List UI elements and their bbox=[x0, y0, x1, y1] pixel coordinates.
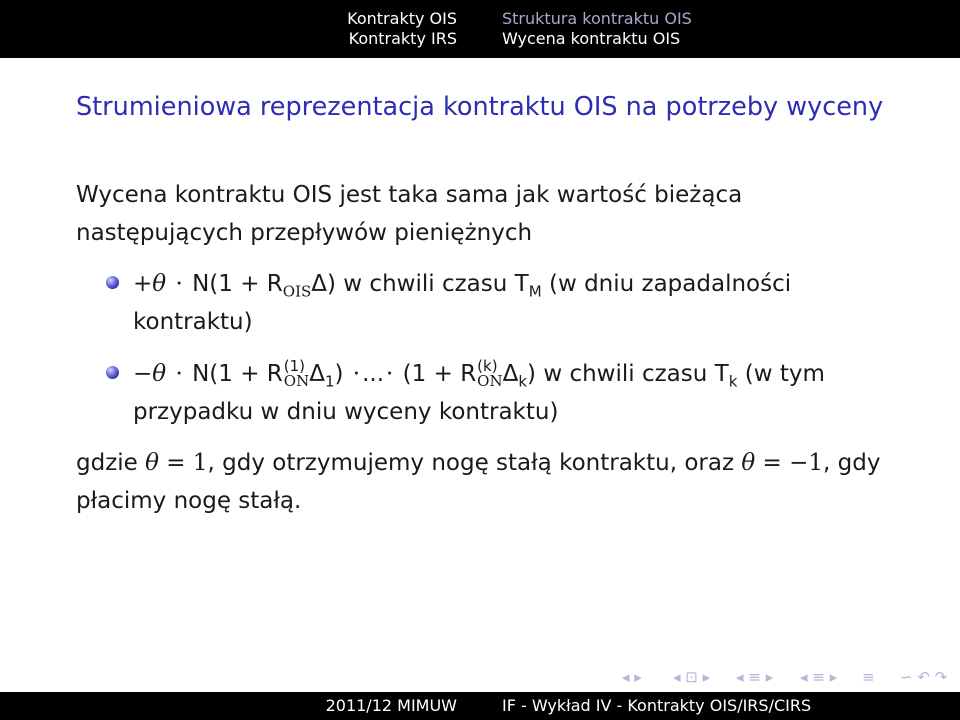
math-open-paren: (1 + bbox=[209, 361, 260, 387]
math-delta: Δ bbox=[502, 361, 519, 387]
math-close-paren: ) bbox=[527, 361, 537, 387]
where-paragraph bbox=[76, 444, 906, 520]
section-link-kontrakty-ois[interactable]: Kontrakty OIS bbox=[347, 9, 457, 28]
math-close-paren: ) bbox=[327, 271, 336, 297]
slide-title: Strumieniowa reprezentacja kontraktu OIS na potrzeby wyceny bbox=[76, 92, 884, 122]
math-sub-ois: OIS bbox=[282, 282, 312, 301]
math-cdot: · bbox=[352, 361, 361, 387]
math-cdot: · bbox=[386, 361, 394, 387]
bullet2-text: w chwili czasu bbox=[536, 361, 715, 387]
math-notional: N bbox=[192, 361, 210, 387]
math-sub-on: ON bbox=[477, 372, 503, 390]
math-time-sub-m: M bbox=[528, 282, 542, 301]
intro-paragraph: Wycena kontraktu OIS jest taka sama jak wartość bieżąca następujących przepływów pieniężnych bbox=[76, 182, 743, 246]
where-text-3: , gdy płacimy nogę stałą. bbox=[76, 450, 881, 514]
header-navigation-bar bbox=[0, 0, 960, 58]
nav-section-arrows-icon[interactable]: ◂ ≡ ▸ bbox=[736, 668, 774, 686]
bullet-item-fixed-leg bbox=[133, 265, 903, 341]
nav-frame-arrows-icon[interactable]: ◂ ▸ bbox=[622, 668, 642, 686]
footer-lecture-title: IF - Wykład IV - Kontrakty OIS/IRS/CIRS bbox=[502, 696, 812, 715]
math-time-t: T bbox=[714, 361, 729, 387]
math-script-1 bbox=[284, 359, 309, 389]
math-open-paren: (1 + bbox=[402, 361, 453, 387]
section-link-kontrakty-irs[interactable]: Kontrakty IRS bbox=[348, 29, 457, 48]
bullet-ball-icon bbox=[106, 276, 119, 289]
nav-search-back-forward-icon[interactable]: ∽ ↶ ↷ bbox=[900, 668, 948, 686]
math-minus-theta: −θ bbox=[133, 361, 167, 387]
math-eq-minus-one: = −1 bbox=[755, 450, 824, 476]
math-delta-sub-1: 1 bbox=[324, 372, 335, 391]
math-theta: θ bbox=[145, 450, 159, 476]
math-rate: R bbox=[266, 271, 283, 297]
footer-institution: 2011/12 MIMUW bbox=[325, 696, 457, 715]
where-text-1: gdzie bbox=[76, 450, 146, 476]
math-plus-theta: +θ bbox=[133, 271, 167, 297]
nav-document-arrows-icon[interactable]: ◂ ≡ ▸ bbox=[800, 668, 838, 686]
math-delta-sub-k: k bbox=[518, 372, 528, 391]
bullet2-rest: (w tym przypadku w dniu wyceny kontraktu) bbox=[133, 361, 825, 425]
math-rate: R bbox=[460, 361, 477, 387]
nav-outline-icon[interactable]: ≡ bbox=[862, 668, 875, 686]
math-script-k bbox=[477, 359, 502, 389]
section-nav-left bbox=[347, 9, 457, 49]
bullet1-text: w chwili czasu bbox=[336, 271, 515, 297]
math-open-paren: (1 + bbox=[209, 271, 260, 297]
math-rate: R bbox=[266, 361, 283, 387]
where-text-2: , gdy otrzymujemy nogę stałą kontraktu, oraz bbox=[207, 450, 742, 476]
math-eq-plus-one: = 1 bbox=[158, 450, 208, 476]
math-time-t: T bbox=[514, 271, 529, 297]
bullet1-rest: (w dniu zapadalności kontraktu) bbox=[133, 271, 792, 335]
bullet-item-floating-leg bbox=[133, 355, 913, 431]
math-notional: N bbox=[192, 271, 210, 297]
nav-subsection-arrows-icon[interactable]: ◂ ⊡ ▸ bbox=[673, 668, 711, 686]
math-close-paren: ) bbox=[334, 361, 344, 387]
math-delta: Δ bbox=[309, 361, 325, 387]
subsection-link-wycena[interactable]: Wycena kontraktu OIS bbox=[502, 29, 681, 48]
math-sup-k: (k) bbox=[477, 357, 498, 375]
math-sub-on: ON bbox=[283, 372, 310, 390]
math-delta: Δ bbox=[311, 271, 328, 297]
math-dots: ... bbox=[362, 361, 385, 387]
subsection-nav-right bbox=[502, 9, 692, 49]
footer-bar bbox=[0, 692, 960, 720]
subsection-link-struktura[interactable]: Struktura kontraktu OIS bbox=[502, 9, 692, 28]
bullet-ball-icon bbox=[106, 366, 119, 379]
math-sup-1: (1) bbox=[283, 357, 306, 375]
math-cdot: · bbox=[175, 271, 183, 297]
math-time-sub-k: k bbox=[728, 372, 738, 391]
math-theta: θ bbox=[741, 450, 756, 476]
math-cdot: · bbox=[175, 361, 183, 387]
